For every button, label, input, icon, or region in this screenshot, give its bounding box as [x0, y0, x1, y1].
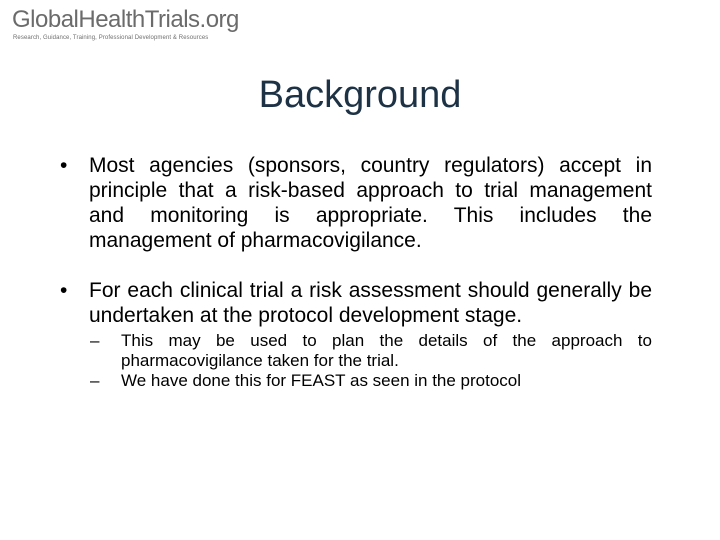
sub-bullet-item [89, 371, 652, 391]
sub-bullet-marker: – [90, 331, 100, 350]
sub-bullet-list [89, 331, 652, 391]
sub-bullet-marker: – [90, 371, 100, 390]
bullet-item [60, 153, 652, 253]
slide-title [0, 71, 720, 119]
bullet-item [60, 278, 652, 391]
sub-bullet-item [89, 331, 652, 371]
logo [12, 6, 242, 42]
logo-tagline: Research, Guidance, Training, Professional Development & Resources [13, 35, 209, 41]
bullet-marker: • [60, 154, 68, 177]
sub-bullet-text: We have done this for FEAST as seen in the protocol [121, 371, 522, 390]
bullet-marker: • [60, 279, 68, 302]
bullet-text: For each clinical trial a risk assessment should generally be undertaken at the protocol development stage. [89, 279, 652, 327]
bullet-text: Most agencies (sponsors, country regulators) accept in principle that a risk-based approach to trial management and monitoring is appropriate. This includes the management of pharmacovigilance. [89, 154, 652, 252]
logo-wordmark: GlobalHealthTrials.org [12, 6, 239, 33]
sub-bullet-text: This may be used to plan the details of the approach to pharmacovigilance taken for the trial. [121, 331, 652, 370]
bullet-list [60, 153, 652, 391]
slide-title-text: Background [258, 74, 462, 116]
